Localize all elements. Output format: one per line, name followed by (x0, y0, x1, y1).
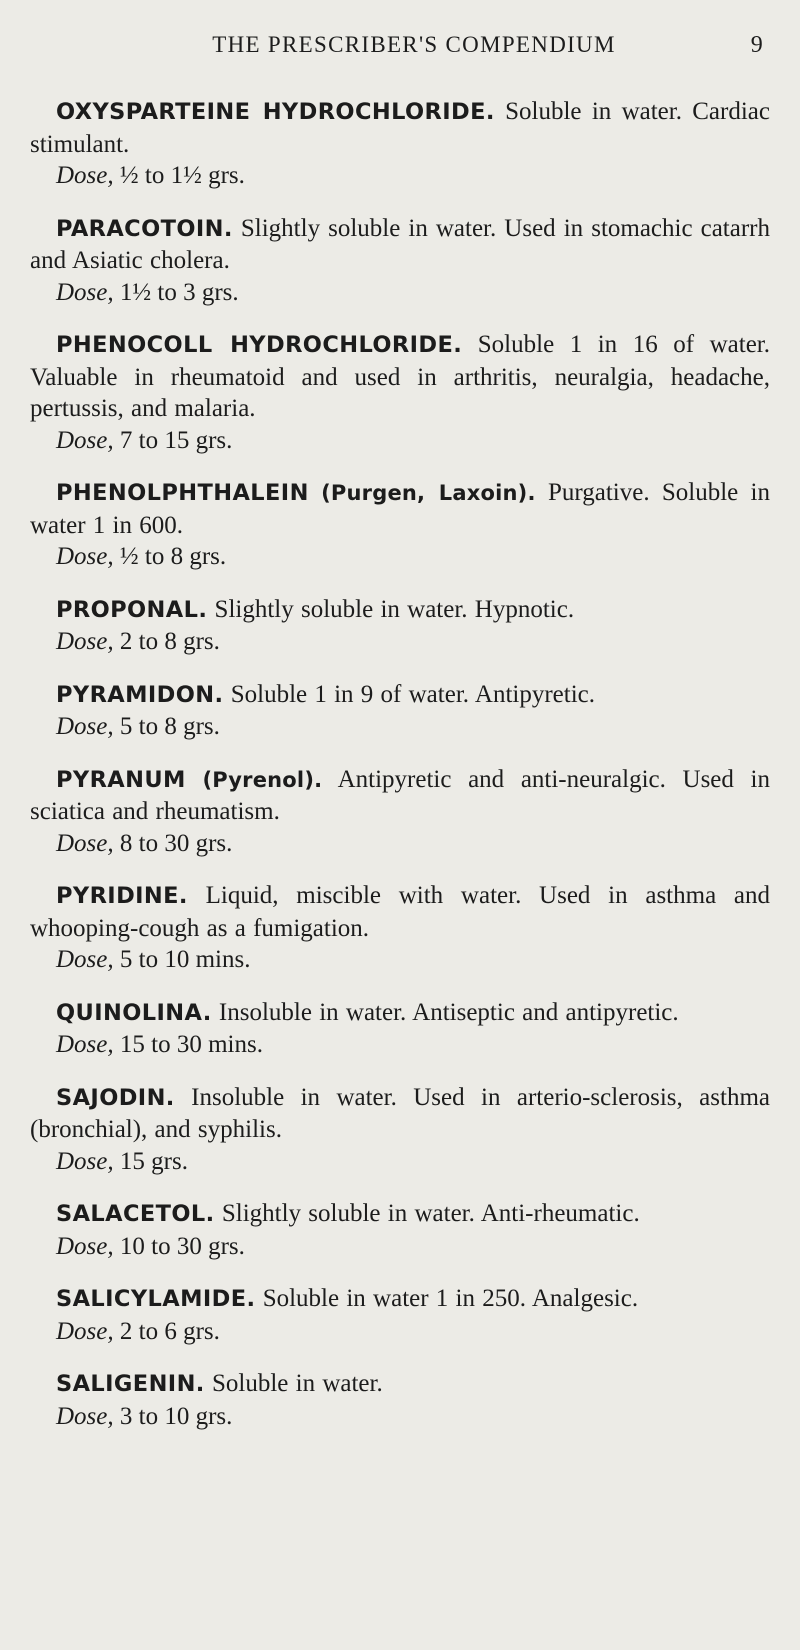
dose-label: Dose, (56, 1147, 114, 1175)
drug-description: Insoluble in water. Antiseptic and antipyretic. (218, 998, 679, 1026)
dose-value: ½ to 8 grs. (119, 543, 227, 570)
drug-entry (30, 679, 770, 743)
drug-name: OXYSPARTEINE HYDROCHLORIDE. (56, 99, 495, 125)
drug-name: SALACETOL. (56, 1201, 215, 1227)
drug-description: Slightly soluble in water. Used in stomachic catarrh and Asiatic cholera. (30, 214, 770, 274)
dose-label: Dose, (56, 829, 114, 857)
entry-text (30, 880, 770, 944)
drug-description: Soluble 1 in 9 of water. Antipyretic. (230, 680, 595, 708)
drug-entry (30, 880, 770, 976)
drug-description: Antipyretic and anti-neuralgic. Used in sciatica and rheumatism. (30, 765, 770, 825)
drug-entry (30, 477, 770, 573)
drug-description: Liquid, miscible with water. Used in asthma and whooping-cough as a fumigation. (30, 882, 771, 942)
entry-text (30, 1198, 770, 1231)
dose-label: Dose, (56, 1317, 114, 1345)
page-number: 9 (750, 32, 764, 58)
drug-entry (30, 96, 770, 192)
drug-name: SAJODIN. (56, 1084, 175, 1111)
drug-entry (30, 213, 770, 309)
dose-value: 2 to 6 grs. (119, 1317, 220, 1345)
dose-value: 7 to 15 grs. (119, 426, 233, 454)
dose-label: Dose, (56, 628, 114, 655)
drug-description: Soluble 1 in 16 of water. Valuable in rheumatoid and used in arthritis, neuralgia, headache, pertussis, and malaria. (30, 331, 770, 422)
entry-text (30, 1082, 770, 1146)
drug-dose (30, 944, 770, 976)
drug-entry (30, 329, 770, 456)
page-header (30, 32, 770, 76)
drug-name: PHENOCOLL HYDROCHLORIDE. (56, 332, 463, 358)
drug-description: Soluble in water 1 in 250. Analgesic. (262, 1285, 639, 1312)
dose-value: 8 to 30 grs. (119, 829, 233, 857)
drug-description: Purgative. Soluble in water 1 in 600. (30, 479, 771, 539)
entry-text (30, 213, 770, 277)
dose-value: 5 to 10 mins. (119, 946, 251, 973)
dose-value: 2 to 8 grs. (119, 628, 220, 655)
drug-dose (30, 711, 770, 743)
entry-text (30, 477, 770, 541)
entry-text (30, 679, 770, 712)
drug-name: QUINOLINA. (56, 999, 212, 1026)
drug-entry (30, 1082, 770, 1178)
drug-name: PYRAMIDON. (56, 681, 224, 708)
drug-name: PARACOTOIN. (56, 215, 233, 242)
dose-label: Dose, (56, 1402, 114, 1430)
drug-entry (30, 1283, 770, 1347)
drug-description: Insoluble in water. Used in arterio-sclerosis, asthma (bronchial), and syphilis. (30, 1083, 771, 1143)
drug-name: PYRANUM (56, 766, 186, 793)
drug-entry (30, 997, 770, 1061)
drug-entry (30, 594, 770, 658)
dose-value: 15 grs. (119, 1147, 188, 1175)
drug-name: PROPONAL. (56, 596, 208, 623)
entry-text (30, 764, 770, 828)
drug-dose (30, 626, 770, 658)
drug-name: SALICYLAMIDE. (56, 1286, 256, 1312)
dose-value: ½ to 1½ grs. (119, 162, 245, 189)
drug-dose (30, 277, 770, 309)
drug-dose (30, 1029, 770, 1061)
drug-description: Slightly soluble in water. Anti-rheumatic. (221, 1200, 640, 1227)
drug-alias: (Purgen, Laxoin). (321, 481, 536, 505)
drug-name: PHENOLPHTHALEIN (56, 480, 309, 506)
drug-entry (30, 1368, 770, 1432)
drug-description: Soluble in water. (212, 1370, 383, 1397)
entry-text (30, 96, 770, 160)
dose-value: 10 to 30 grs. (119, 1232, 245, 1260)
dose-value: 5 to 8 grs. (119, 713, 220, 740)
dose-value: 1½ to 3 grs. (119, 278, 239, 306)
dose-label: Dose, (56, 946, 114, 973)
entry-text (30, 1283, 770, 1316)
drug-dose (30, 160, 770, 192)
dose-label: Dose, (56, 543, 114, 570)
drug-dose (30, 425, 770, 457)
drug-dose (30, 1231, 770, 1263)
dose-value: 15 to 30 mins. (119, 1031, 263, 1058)
drug-dose (30, 541, 770, 573)
drug-entry-list (30, 96, 770, 1432)
running-head: THE PRESCRIBER'S COMPENDIUM (212, 32, 616, 57)
entry-text (30, 1368, 770, 1401)
dose-label: Dose, (56, 1232, 114, 1260)
drug-entry (30, 764, 770, 860)
dose-value: 3 to 10 grs. (119, 1402, 233, 1430)
drug-dose (30, 1316, 770, 1348)
dose-label: Dose, (56, 426, 114, 454)
drug-description: Slightly soluble in water. Hypnotic. (214, 595, 575, 623)
entry-text (30, 594, 770, 627)
drug-entry (30, 1198, 770, 1262)
drug-description: Soluble in water. Cardiac stimulant. (30, 98, 770, 158)
dose-label: Dose, (56, 162, 114, 189)
dose-label: Dose, (56, 1031, 114, 1058)
drug-name: SALIGENIN. (56, 1371, 205, 1397)
drug-name: PYRIDINE. (56, 883, 188, 909)
dose-label: Dose, (56, 713, 114, 740)
entry-text (30, 329, 770, 425)
drug-alias: (Pyrenol). (202, 767, 323, 792)
drug-dose (30, 828, 770, 860)
drug-dose (30, 1401, 770, 1433)
drug-dose (30, 1146, 770, 1178)
entry-text (30, 997, 770, 1030)
dose-label: Dose, (56, 278, 114, 306)
